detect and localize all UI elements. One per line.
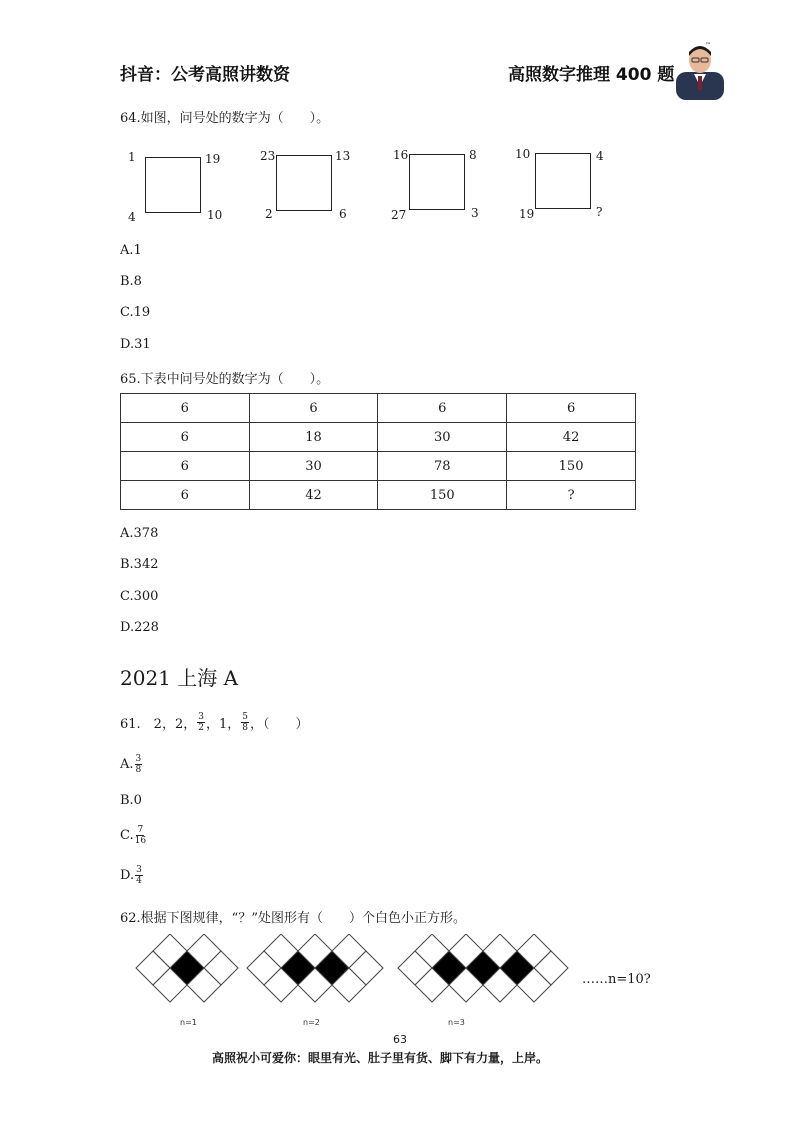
q64-fig2-br: 6 xyxy=(339,207,347,221)
q64-fig1-tl: 1 xyxy=(128,150,136,164)
fraction-denominator: 4 xyxy=(136,876,142,886)
header-left-title: 抖音：公考高照讲数资 xyxy=(120,65,290,85)
fraction-denominator: 16 xyxy=(134,836,147,846)
q62-tail-text: ……n=10? xyxy=(582,972,651,987)
q64-stem: 64.如图，问号处的数字为（ ）。 xyxy=(120,111,330,126)
q61-stem xyxy=(120,712,308,733)
q65-option-c: C.300 xyxy=(120,589,159,604)
pattern-n1 xyxy=(136,934,238,1002)
q61-suffix: ，（ ） xyxy=(249,717,309,732)
q64-fig3-bl: 27 xyxy=(391,208,407,222)
q64-fig4-tl: 10 xyxy=(515,147,531,161)
fraction-numerator: 3 xyxy=(136,865,142,875)
q61-option-b: B.0 xyxy=(120,793,142,808)
table-cell: 6 xyxy=(249,394,378,423)
q64-square-3 xyxy=(409,154,465,210)
table-cell: 150 xyxy=(378,481,507,510)
table-row xyxy=(121,481,636,510)
q62-pattern-figure xyxy=(130,934,670,1004)
fraction-numerator: 3 xyxy=(135,754,142,764)
q64-option-a: A.1 xyxy=(120,243,142,258)
fraction-numerator: 5 xyxy=(242,712,248,722)
q64-fig3-tl: 16 xyxy=(393,148,409,162)
fraction-numerator: 3 xyxy=(198,712,204,722)
pattern-n3 xyxy=(398,934,568,1002)
q64-fig4-bl: 19 xyxy=(519,207,535,221)
table-cell: 150 xyxy=(507,452,636,481)
table-cell: 18 xyxy=(249,423,378,452)
table-cell: 30 xyxy=(378,423,507,452)
table-cell: 42 xyxy=(507,423,636,452)
q65-option-d: D.228 xyxy=(120,620,159,635)
section-title: 2021 上海 A xyxy=(120,666,239,690)
table-cell: 6 xyxy=(507,394,636,423)
table-cell: 78 xyxy=(378,452,507,481)
fraction-denominator: 2 xyxy=(198,723,204,733)
q61-fraction-2 xyxy=(241,712,249,733)
option-fraction xyxy=(135,754,143,775)
table-cell: 6 xyxy=(121,394,250,423)
q64-fig3-br: 3 xyxy=(471,206,479,220)
table-row xyxy=(121,452,636,481)
q61-option-c xyxy=(120,825,147,846)
page-number: 63 xyxy=(393,1033,407,1046)
q61-fraction-1 xyxy=(197,712,205,733)
table-cell: 6 xyxy=(121,423,250,452)
table-cell: 6 xyxy=(121,452,250,481)
fraction-denominator: 8 xyxy=(135,765,142,775)
q64-option-c: C.19 xyxy=(120,305,151,320)
table-cell: ? xyxy=(507,481,636,510)
q65-table xyxy=(120,393,636,510)
q62-label-n3: n=3 xyxy=(448,1018,465,1027)
trademark-mark: ™ xyxy=(705,42,711,49)
q64-option-b: B.8 xyxy=(120,274,142,289)
table-row xyxy=(121,394,636,423)
fraction-denominator: 8 xyxy=(242,723,248,733)
table-cell: 30 xyxy=(249,452,378,481)
author-photo xyxy=(676,42,724,100)
option-label: C. xyxy=(120,828,134,843)
q61-prefix: 61. 2，2， xyxy=(120,717,197,732)
q64-fig1-tr: 19 xyxy=(205,152,221,166)
table-cell: 6 xyxy=(378,394,507,423)
q61-option-a xyxy=(120,754,143,775)
q61-mid: ，1， xyxy=(205,717,241,732)
q62-stem: 62.根据下图规律，“？”处图形有（ ）个白色小正方形。 xyxy=(120,911,466,926)
header-right-title: 高照数字推理 400 题 xyxy=(508,65,675,85)
q64-square-2 xyxy=(276,155,332,211)
q64-fig1-bl: 4 xyxy=(128,210,136,224)
q64-fig2-tr: 13 xyxy=(335,149,351,163)
table-row xyxy=(121,423,636,452)
q62-label-n2: n=2 xyxy=(303,1018,320,1027)
q65-stem: 65.下表中问号处的数字为（ ）。 xyxy=(120,372,330,387)
option-label: A. xyxy=(120,757,134,772)
option-fraction xyxy=(135,825,146,846)
q64-square-1 xyxy=(145,157,201,213)
q64-square-4 xyxy=(535,153,591,209)
q64-option-d: D.31 xyxy=(120,337,151,352)
fraction-numerator: 7 xyxy=(137,825,144,835)
table-cell: 42 xyxy=(249,481,378,510)
pattern-n2 xyxy=(247,934,383,1002)
q65-option-b: B.342 xyxy=(120,557,159,572)
option-label: D. xyxy=(120,868,135,883)
q65-option-a: A.378 xyxy=(120,526,159,541)
q64-fig4-br: ? xyxy=(596,205,603,219)
q64-fig2-bl: 2 xyxy=(265,207,273,221)
q61-option-d xyxy=(120,865,144,886)
q64-fig3-tr: 8 xyxy=(469,148,477,162)
table-cell: 6 xyxy=(121,481,250,510)
q64-fig1-br: 10 xyxy=(207,208,223,222)
q64-fig4-tr: 4 xyxy=(596,149,604,163)
q64-fig2-tl: 23 xyxy=(260,149,276,163)
footer-slogan: 高照祝小可爱你：眼里有光、肚子里有货、脚下有力量，上岸。 xyxy=(212,1051,549,1065)
q62-label-n1: n=1 xyxy=(180,1018,197,1027)
option-fraction xyxy=(135,865,143,886)
